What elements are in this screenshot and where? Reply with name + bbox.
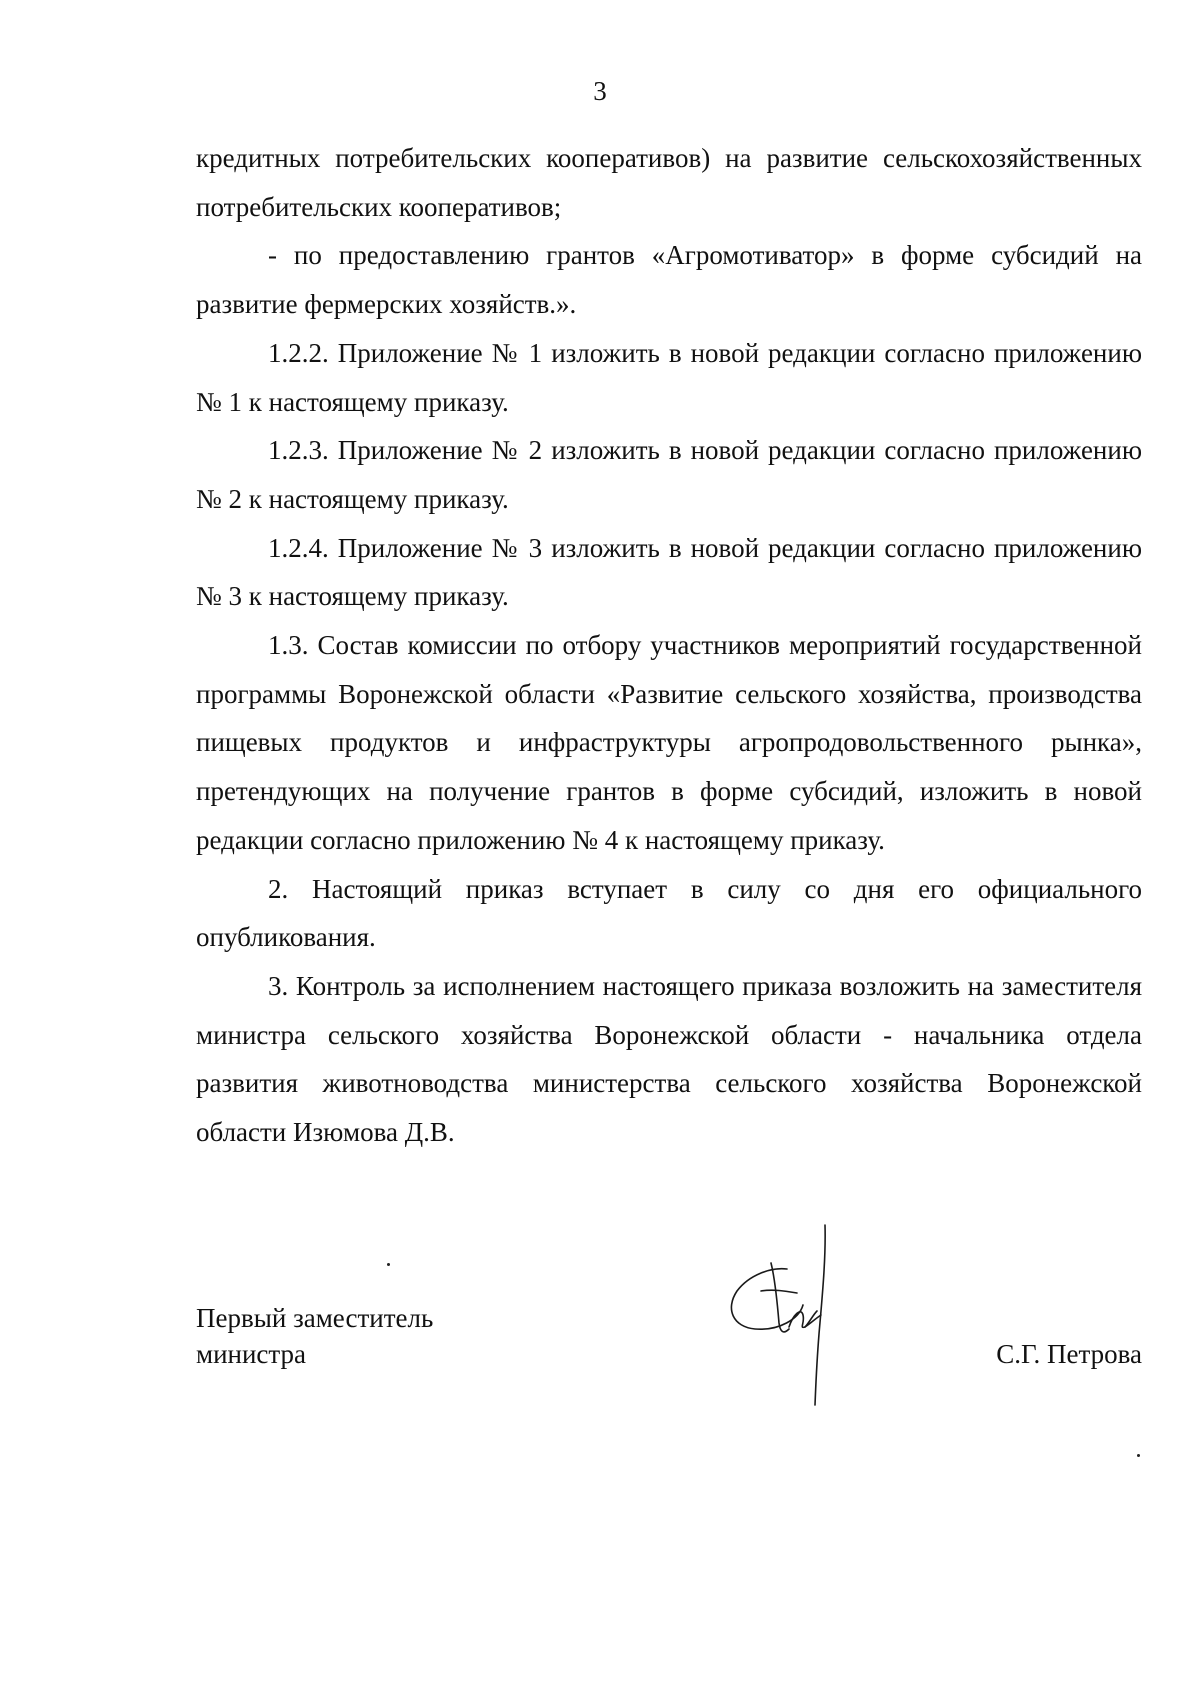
paragraph-1-3: 1.3. Состав комиссии по отбору участников мероприятий государственной программы Воронежской области «Развитие сельского хозяйства, производства пищевых продуктов и инфраструктуры агропродовольственного рынка», претендующих на получение грантов в форме субсидий, изложить в новой редакции согласно приложению № 4 к настоящему приказу.: [196, 630, 1142, 855]
page-number: 3: [593, 76, 607, 106]
signer-title-line2: министра: [196, 1339, 307, 1369]
scan-dot-mark: [1137, 1454, 1140, 1457]
signer-title: [196, 1300, 516, 1372]
paragraph-1-2-4: 1.2.4. Приложение № 3 изложить в новой редакции согласно приложению № 3 к настоящему приказу.: [196, 532, 1142, 612]
paragraph-1-2-3: 1.2.3. Приложение № 2 изложить в новой редакции согласно приложению № 2 к настоящему приказу.: [196, 435, 1142, 514]
handwritten-signature: [719, 1219, 849, 1409]
scan-dot-mark: [387, 1263, 390, 1266]
document-body: [196, 134, 1142, 1157]
paragraph-1-2-2: 1.2.2. Приложение № 1 изложить в новой редакции согласно приложению № 1 к настоящему приказу.: [196, 337, 1142, 417]
signature-block: [196, 1300, 1142, 1430]
paragraph-agromotivator: - по предоставлению грантов «Агромотиватор» в форме субсидий на развитие фермерских хозяйств.».: [196, 240, 1142, 320]
paragraph-2: 2. Настоящий приказ вступает в силу со дня его официального опубликования.: [196, 873, 1142, 953]
paragraph-continuation: кредитных потребительских кооперативов) на развитие сельскохозяйственных потребительских кооперативов;: [196, 143, 1142, 222]
signer-title-line1: Первый заместитель: [196, 1303, 434, 1333]
signer-name: С.Г. Петрова: [996, 1339, 1142, 1369]
paragraph-3: 3. Контроль за исполнением настоящего приказа возложить на заместителя министра сельского хозяйства Воронежской области - начальника отдела развития животноводства министерства сельского хозяйства Воронежской области Изюмова Д.В.: [196, 970, 1142, 1148]
